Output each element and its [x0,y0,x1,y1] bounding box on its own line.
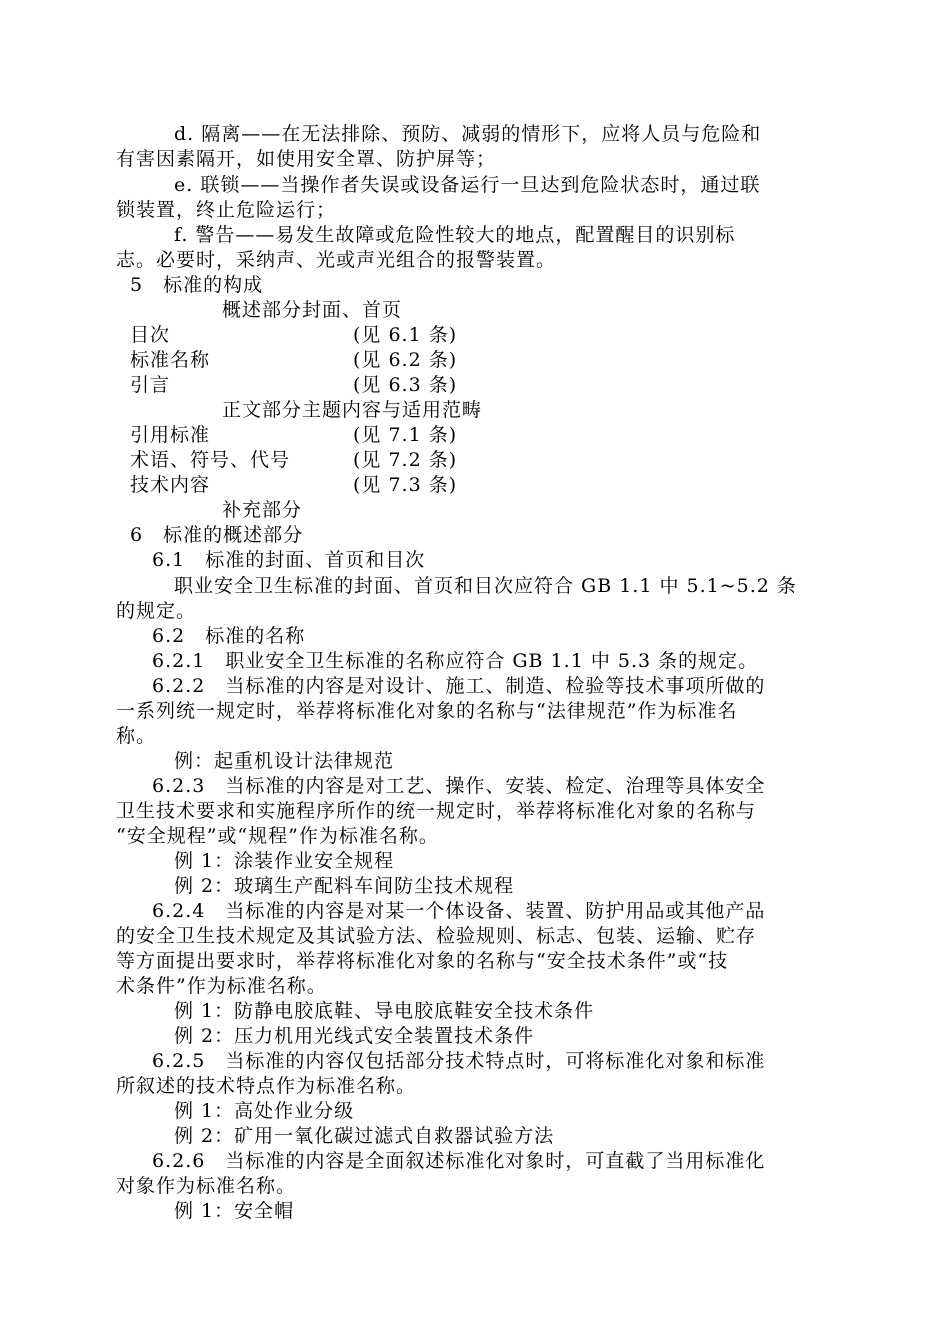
text-line: 锁装置，终止危险运行； [116,199,337,221]
section-heading: 6 标准的概述部分 [130,524,304,546]
toc-item-ref: (见 6.3 条) [353,374,458,396]
toc-item-label: 引用标准 [130,424,211,446]
subsection-heading: 6.2 标准的名称 [152,625,306,647]
text-line: 对象作为标准名称。 [116,1175,297,1197]
toc-item-label: 引言 [130,374,171,396]
text-line: 卫生技术要求和实施程序所作的统一规定时，举荐将标准化对象的名称与 [116,800,757,822]
clause-line: 6.2.3 当标准的内容是对工艺、操作、安装、检定、治理等具体安全 [152,775,766,797]
text-line: f. 警告——易发生故障或危险性较大的地点，配置醒目的识别标 [174,224,736,246]
text-line: 有害因素隔开，如使用安全罩、防护屏等； [116,148,497,170]
example-line: 例 1：安全帽 [174,1200,295,1222]
example-line: 例 2：玻璃生产配料车间防尘技术规程 [174,875,515,897]
clause-line: 6.2.4 当标准的内容是对某一个体设备、装置、防护用品或其他产品 [152,900,766,922]
text-line: 称。 [116,725,157,747]
toc-item-label: 目次 [130,324,171,346]
text-line: 的安全卫生技术规定及其试验方法、检验规则、标志、包装、运输、贮存 [116,925,757,947]
toc-item-ref: (见 7.3 条) [353,474,458,496]
text-line: 的规定。 [116,600,197,622]
text-line: 术条件”作为标准名称。 [116,975,327,997]
text-line: 志。必要时，采纳声、光或声光组合的报警装置。 [116,249,557,271]
toc-item-label: 术语、符号、代号 [130,449,291,471]
clause-line: 6.2.5 当标准的内容仅包括部分技术特点时，可将标准化对象和标准 [152,1050,766,1072]
toc-item-ref: (见 6.2 条) [353,349,458,371]
toc-item-ref: (见 7.2 条) [353,449,458,471]
example-line: 例 2：矿用一氧化碳过滤式自救器试验方法 [174,1125,555,1147]
text-line: “安全规程”或“规程”作为标准名称。 [116,825,439,847]
text-line: 一系列统一规定时，举荐将标准化对象的名称与“法律规范”作为标准名 [116,700,738,722]
example-line: 例 1：涂装作业安全规程 [174,850,395,872]
example-line: 例：起重机设计法律规范 [174,750,395,772]
text-line: 职业安全卫生标准的封面、首页和目次应符合 GB 1.1 中 5.1~5.2 条 [174,575,797,597]
text-line: 所叙述的技术特点作为标准名称。 [116,1075,417,1097]
toc-group-heading: 概述部分封面、首页 [222,299,403,321]
example-line: 例 1：高处作业分级 [174,1100,355,1122]
toc-item-label: 技术内容 [130,474,211,496]
clause-line: 6.2.2 当标准的内容是对设计、施工、制造、检验等技术事项所做的 [152,675,766,697]
example-line: 例 1：防静电胶底鞋、导电胶底鞋安全技术条件 [174,1000,595,1022]
toc-item-label: 标准名称 [130,349,211,371]
toc-group-heading: 补充部分 [222,499,303,521]
text-line: d. 隔离——在无法排除、预防、减弱的情形下，应将人员与危险和 [174,123,762,145]
example-line: 例 2：压力机用光线式安全装置技术条件 [174,1025,535,1047]
subsection-heading: 6.1 标准的封面、首页和目次 [152,549,426,571]
clause-line: 6.2.6 当标准的内容是全面叙述标准化对象时，可直截了当用标准化 [152,1150,766,1172]
toc-item-ref: (见 7.1 条) [353,424,458,446]
text-line: 等方面提出要求时，举荐将标准化对象的名称与“安全技术条件”或“技 [116,950,729,972]
toc-group-heading: 正文部分主题内容与适用范畴 [222,399,483,421]
clause-line: 6.2.1 职业安全卫生标准的名称应符合 GB 1.1 中 5.3 条的规定。 [152,650,759,672]
toc-item-ref: (见 6.1 条) [353,324,458,346]
text-line: e. 联锁——当操作者失误或设备运行一旦达到危险状态时，通过联 [174,174,761,196]
section-heading: 5 标准的构成 [130,274,264,296]
